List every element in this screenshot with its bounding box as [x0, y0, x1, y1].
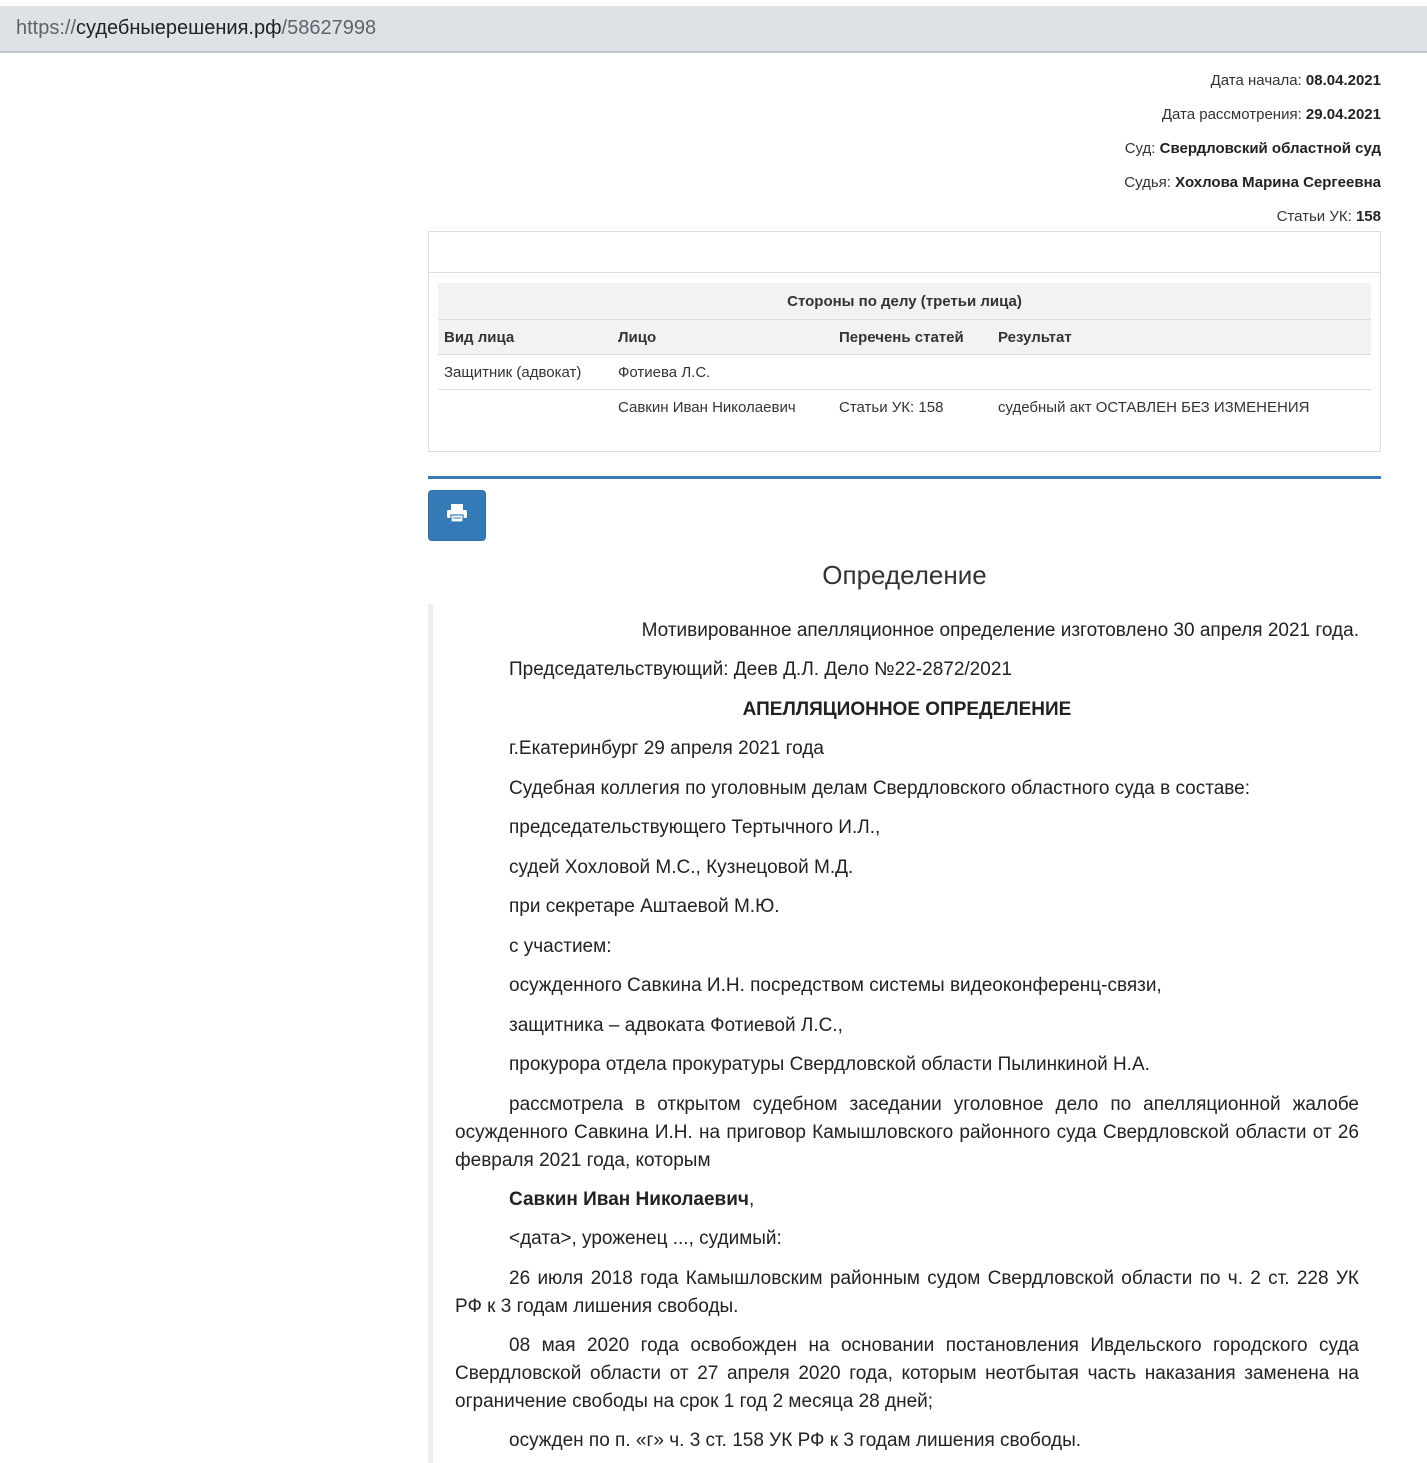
meta-review-date: [1124, 104, 1381, 138]
parties-caption: Стороны по делу (третьи лица): [438, 283, 1371, 320]
address-bar[interactable]: [0, 6, 1427, 53]
table-cell: Савкин Иван Николаевич: [618, 398, 796, 416]
meta-value: Свердловский областной суд: [1159, 140, 1381, 157]
parties-table: [438, 283, 1371, 424]
table-cell: [438, 390, 612, 425]
meta-value: 29.04.2021: [1305, 106, 1381, 123]
section-divider: [428, 476, 1381, 479]
url-path: /58627998: [281, 17, 377, 39]
case-meta: [1124, 70, 1381, 240]
meta-judge: [1124, 172, 1381, 206]
table-cell: [992, 355, 1371, 390]
table-row: [438, 390, 1371, 425]
meta-label: Суд:: [1124, 140, 1156, 157]
paragraph: <дата>, уроженец ..., судимый:: [509, 1228, 782, 1249]
document-heading: АПЕЛЛЯЦИОННОЕ ОПРЕДЕЛЕНИЕ: [742, 698, 1072, 720]
meta-label: Дата начала:: [1210, 72, 1302, 89]
column-header-articles: Перечень статей: [833, 320, 992, 355]
column-header-result: Результат: [992, 320, 1371, 355]
paragraph: рассмотрела в открытом судебном заседании уголовное дело по апелляционной жалобе осужденного Савкина И.Н. на приговор Камышловского районного суда Свердловской области от 26 февраля 2021 года, которым: [455, 1093, 1359, 1171]
parties-panel: [428, 231, 1381, 452]
paragraph: 08 мая 2020 года освобожден на основании постановления Ивдельского городского суда Свердловской области от 27 апреля 2020 года, которым неотбытая часть наказания заменена на ограничение свободы на срок 1 год 2 месяца 28 дней;: [455, 1334, 1359, 1412]
meta-label: Судья:: [1124, 174, 1171, 191]
meta-value: 08.04.2021: [1305, 72, 1381, 89]
defendant-paragraph: [455, 1186, 1359, 1214]
table-cell: Фотиева Л.С.: [612, 355, 833, 390]
paragraph: Председательствующий: Деев Д.Л. Дело №22-2872/2021: [509, 659, 1012, 680]
paragraph: при секретаре Аштаевой М.Ю.: [509, 896, 780, 917]
defendant-name: Савкин Иван Николаевич: [509, 1188, 749, 1210]
meta-court: [1124, 138, 1381, 172]
printer-icon: [446, 503, 468, 528]
paragraph: 26 июля 2018 года Камышловским районным судом Свердловской области по ч. 2 ст. 228 УК РФ к 3 годам лишения свободы.: [455, 1267, 1359, 1317]
paragraph: с участием:: [509, 935, 612, 957]
table-cell: Защитник (адвокат): [438, 355, 612, 390]
defendant-suffix: ,: [748, 1188, 755, 1210]
column-header-person: Лицо: [612, 320, 833, 355]
table-cell: судебный акт ОСТАВЛЕН БЕЗ ИЗМЕНЕНИЯ: [998, 398, 1310, 416]
paragraph: Мотивированное апелляционное определение изготовлено 30 апреля 2021 года.: [641, 620, 1359, 641]
paragraph: осужден по п. «г» ч. 3 ст. 158 УК РФ к 3 годам лишения свободы.: [509, 1429, 1082, 1451]
paragraph: г.Екатеринбург 29 апреля 2021 года: [509, 738, 824, 759]
meta-start-date: [1124, 70, 1381, 104]
paragraph: защитника – адвоката Фотиевой Л.С.,: [509, 1014, 843, 1036]
meta-label: Статьи УК:: [1276, 208, 1352, 225]
print-button[interactable]: [428, 490, 486, 541]
paragraph: осужденного Савкина И.Н. посредством системы видеоконференц-связи,: [509, 975, 1162, 996]
column-header-person-type: Вид лица: [438, 320, 612, 355]
paragraph: прокурора отдела прокуратуры Свердловской области Пылинкиной Н.А.: [509, 1054, 1150, 1075]
table-row: [438, 355, 1371, 390]
meta-value: Хохлова Марина Сергеевна: [1175, 174, 1381, 191]
paragraph: Судебная коллегия по уголовным делам Свердловского областного суда в составе:: [509, 777, 1251, 799]
document-body: [428, 604, 1381, 1463]
paragraph: судей Хохловой М.С., Кузнецовой М.Д.: [509, 856, 854, 878]
meta-value: 158: [1355, 208, 1381, 225]
table-cell: Статьи УК: 158: [839, 398, 944, 416]
paragraph: председательствующего Тертычного И.Л.,: [509, 817, 881, 838]
url-scheme: https://: [16, 17, 77, 39]
meta-label: Дата рассмотрения:: [1161, 106, 1302, 123]
url-domain: судебныерешения.рф: [76, 17, 282, 39]
panel-heading: [429, 232, 1380, 273]
table-cell: [833, 355, 992, 390]
document-title: Определение: [822, 560, 987, 590]
